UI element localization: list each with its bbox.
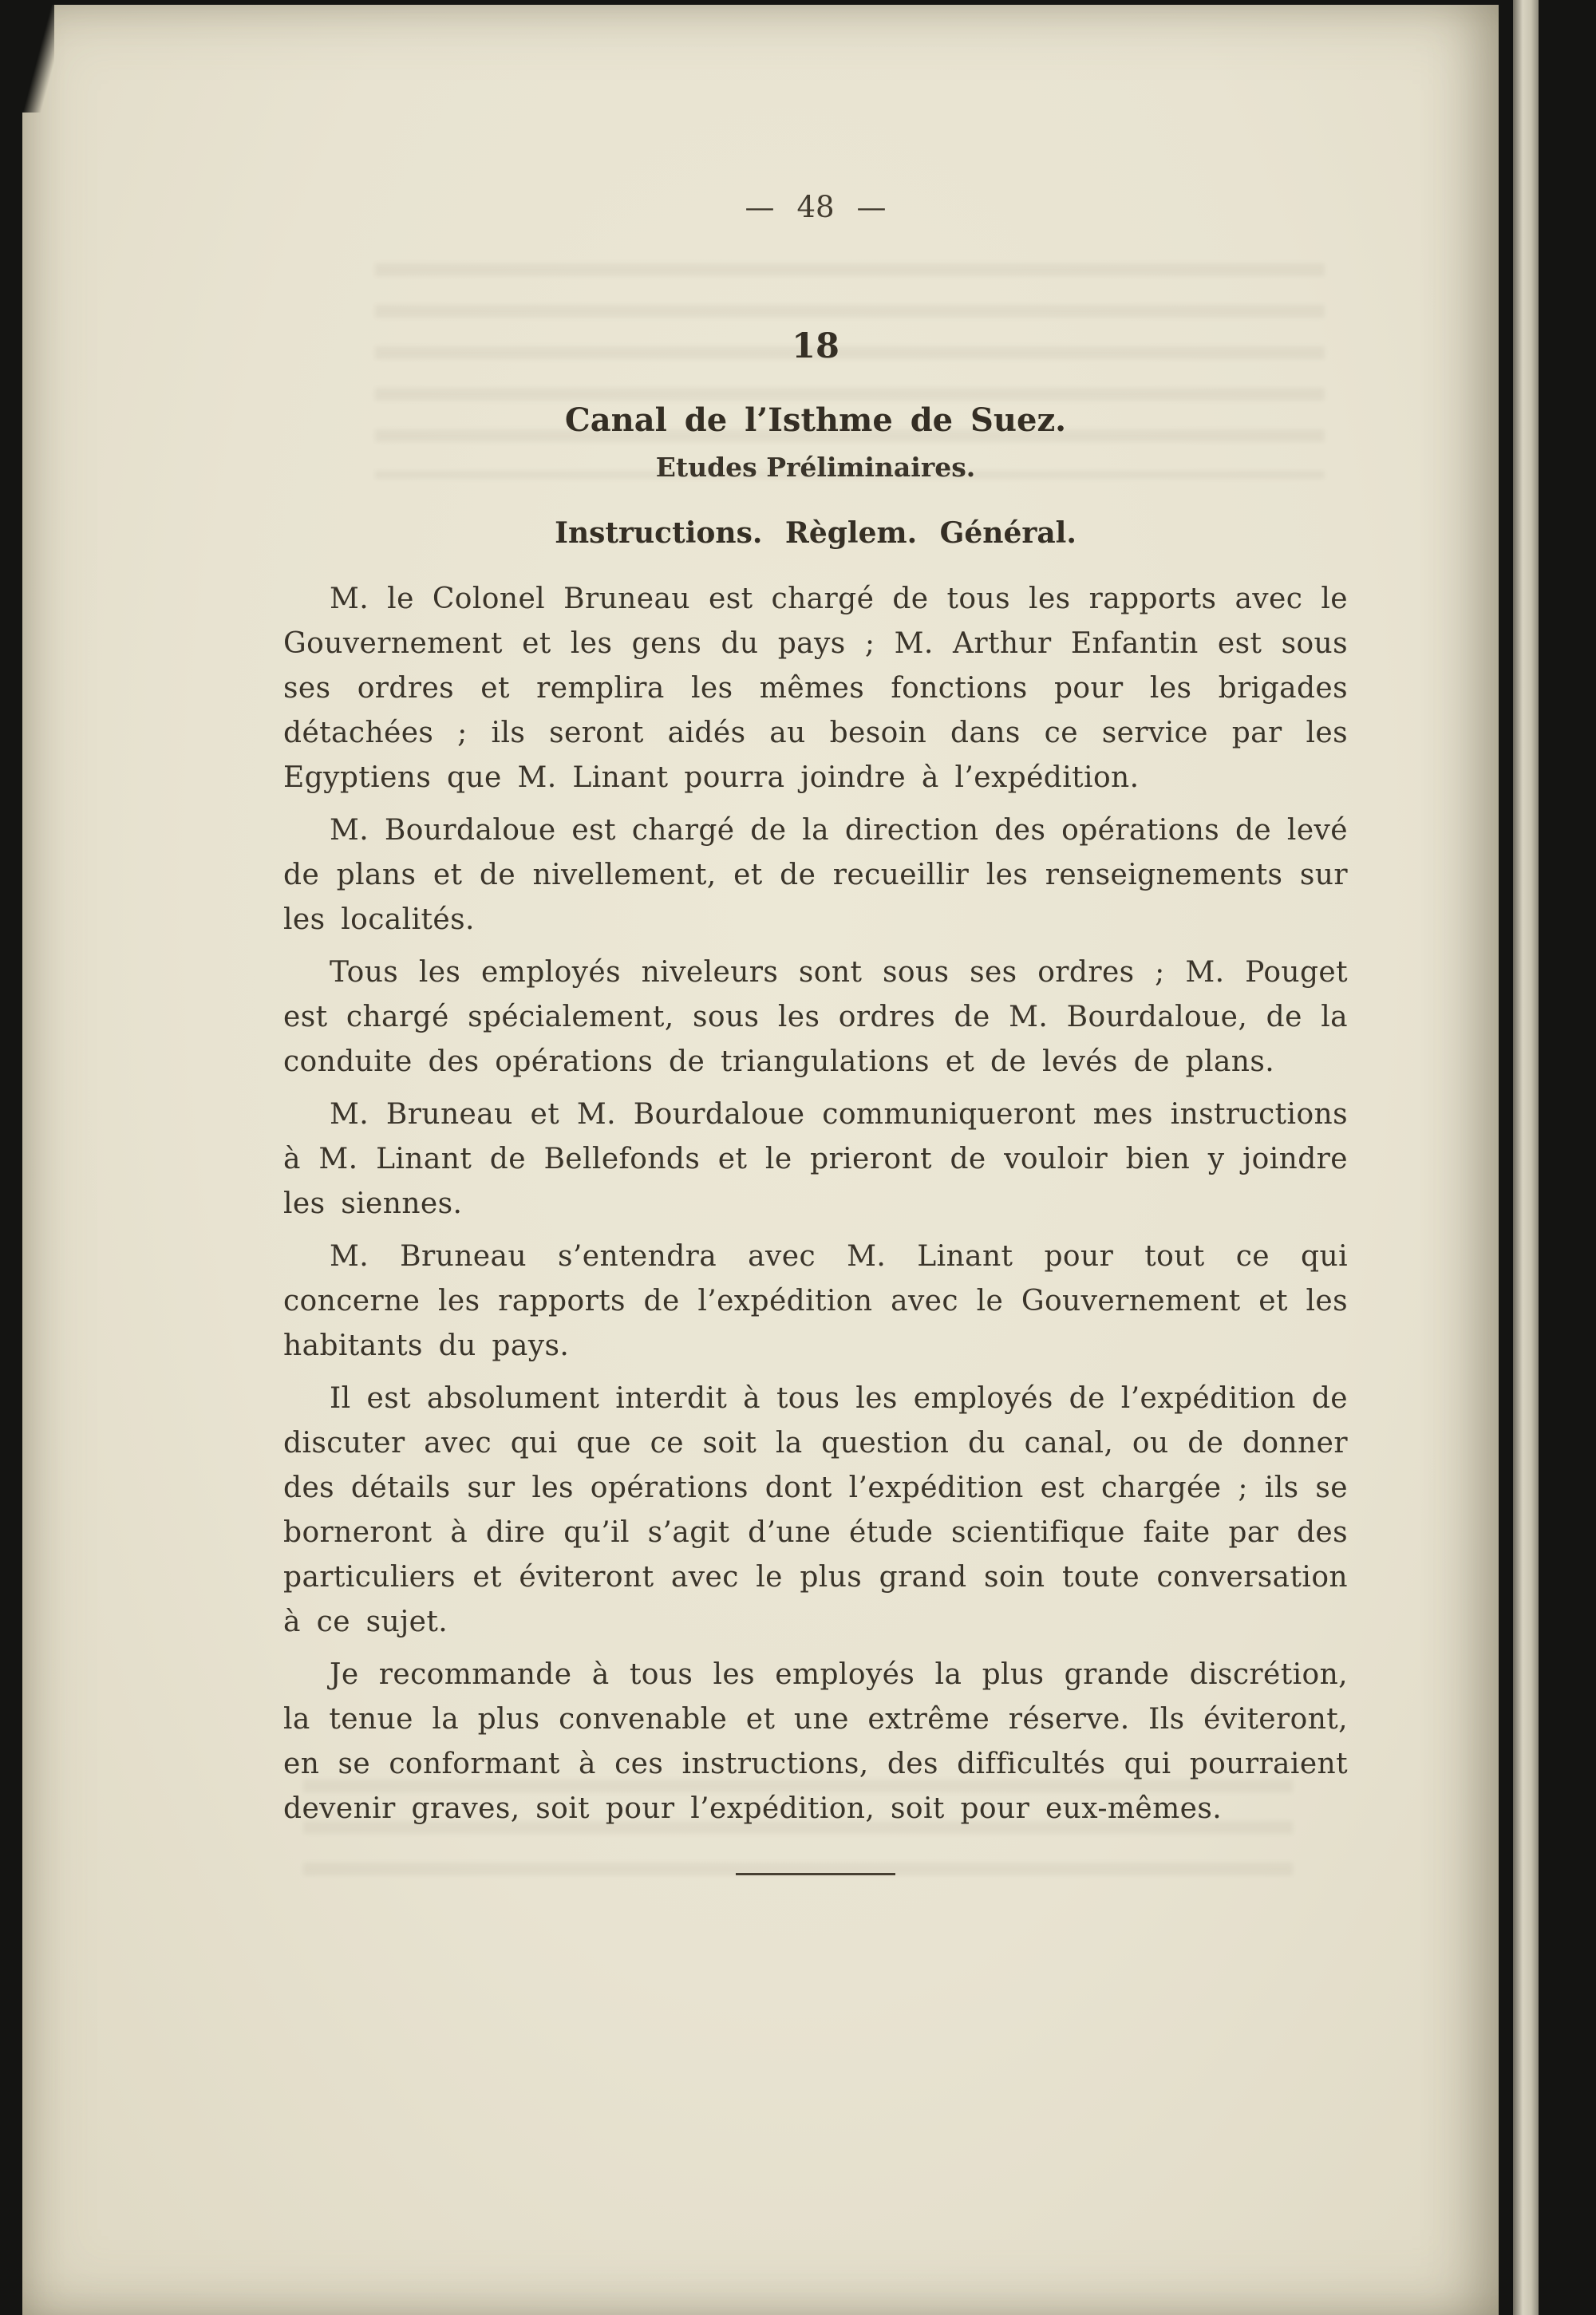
paragraph: Tous les employés niveleurs sont sous ses ordres ; M. Pouget est chargé spécialement, sous les ordres de M. Bourdaloue, de la conduite des opérations de triangulations et de levés de plans. [283, 956, 1348, 1078]
paragraph: Je recommande à tous les employés la plus grande discrétion, la tenue la plus convenable et une extrême réserve. Ils éviteront, en se conformant à ces instructions, des difficultés qui pourraient devenir graves, soit pour l’expédition, soit pour eux-mêmes. [283, 1658, 1348, 1825]
article-body [283, 577, 1348, 1831]
adjacent-page-edge [1513, 0, 1539, 2315]
paragraph: Il est absolument interdit à tous les employés de l’expédition de discuter avec qui que ce soit la question du canal, ou de donner des détails sur les opérations dont l’expédition est chargée ; ils se borneront à dire qu’il s’agit d’une étude scientifique faite par des particuliers et éviteront avec le plus grand soin toute conversation à ce sujet. [283, 1382, 1348, 1638]
page-header [283, 190, 1348, 224]
page-corner-shadow [22, 5, 54, 113]
page-number-left-dash: — [745, 190, 775, 224]
page-content [283, 190, 1348, 1875]
section-divider-rule [736, 1873, 895, 1875]
article-subtitle: Etudes Préliminaires. [655, 452, 976, 483]
page-number-right-dash: — [856, 190, 887, 224]
paragraph: M. le Colonel Bruneau est chargé de tous les rapports avec le Gouvernement et les gens du pays ; M. Arthur Enfantin est sous ses ordres et remplira les mêmes fonctions pour les brigades détachées ; ils seront aidés au besoin dans ce service par les Egyptiens que M. Linant pourra joindre à l’expédition. [283, 583, 1348, 794]
page-number: 48 [796, 190, 835, 224]
paragraph: M. Bruneau s’entendra avec M. Linant pour tout ce qui concerne les rapports de l’expédition avec le Gouvernement et les habitants du pays. [283, 1240, 1348, 1362]
article-heading: Instructions. Règlem. Général. [555, 516, 1077, 550]
article-title: Canal de l’Isthme de Suez. [564, 401, 1067, 439]
paragraph: M. Bruneau et M. Bourdaloue communiqueront mes instructions à M. Linant de Bellefonds et le prieront de vouloir bien y joindre les siennes. [283, 1098, 1348, 1220]
paragraph: M. Bourdaloue est chargé de la direction des opérations de levé de plans et de nivellement, et de recueillir les renseignements sur les localités. [283, 814, 1348, 936]
section-number: 18 [792, 326, 839, 366]
